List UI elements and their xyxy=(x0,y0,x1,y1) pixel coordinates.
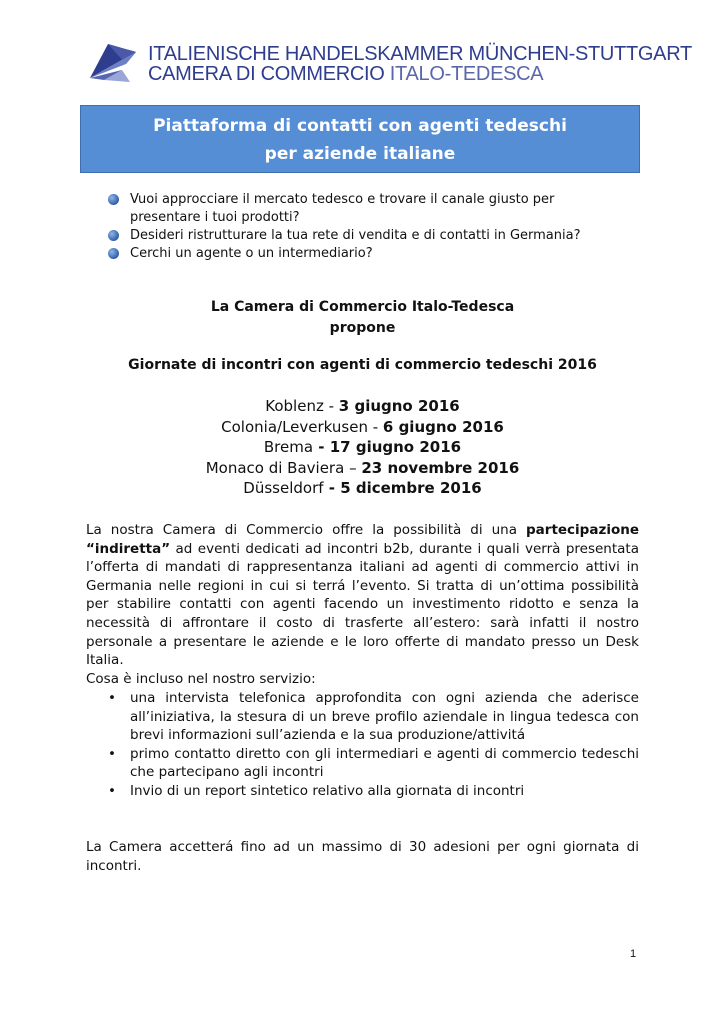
event-sep: - xyxy=(323,479,341,497)
event-row xyxy=(0,417,725,438)
round-bullet-icon xyxy=(108,248,119,259)
question-item xyxy=(108,245,628,263)
description-part2: ad eventi dedicati ad incontri b2b, durante i quali verrà presentata l’offerta di mandati di rappresentanza italiani ad agenti di commercio attivi in Germania nelle regioni in cui si terrá l’evento. Si tratta di un’ottima possibilità per stabilire contatti con agenti facendo un investimento ridotto e senza la necessità di affrontare il costo di trasferte all’estero: sarà infatti il nostro personale a presentare le aziende e le loro offerte di mandato presso un Desk Italia. xyxy=(86,540,639,669)
question-text: Cerchi un agente o un intermediario? xyxy=(130,246,373,261)
included-list xyxy=(108,689,639,801)
triangle-cube-logo-icon xyxy=(86,40,140,86)
title-banner xyxy=(80,105,640,173)
event-date: 23 novembre 2016 xyxy=(361,458,520,477)
description-part1: La nostra Camera di Commercio offre la possibilità di una xyxy=(86,522,527,538)
proposer-line-2: propone xyxy=(329,320,396,336)
title-line-2: per aziende italiane xyxy=(264,144,456,164)
event-date: 5 dicembre 2016 xyxy=(340,479,482,497)
event-row xyxy=(0,478,725,499)
event-date: 6 giugno 2016 xyxy=(382,417,504,436)
event-date: 17 giugno 2016 xyxy=(329,438,462,456)
round-bullet-icon xyxy=(108,194,119,205)
round-bullet-icon xyxy=(108,230,119,241)
event-sep: - xyxy=(367,417,383,436)
event-series-heading: Giornate di incontri con agenti di commercio tedeschi 2016 xyxy=(128,357,597,373)
question-item xyxy=(108,227,628,245)
question-item xyxy=(108,191,628,227)
title-line-1: Piattaforma di contatti con agenti tedeschi xyxy=(153,116,567,136)
event-date: 3 giugno 2016 xyxy=(338,397,460,415)
bullet-icon: • xyxy=(108,782,116,799)
page-number: 1 xyxy=(630,948,637,960)
event-city: Koblenz xyxy=(265,397,324,415)
org-name-it-part1: CAMERA DI COMMERCIO xyxy=(148,63,390,85)
capacity-note: La Camera accetterá fino ad un massimo di 30 adesioni per ogni giornata di incontri. xyxy=(86,839,639,874)
event-city: Colonia/Leverkusen xyxy=(221,417,368,436)
org-name-it xyxy=(148,64,543,84)
event-city: Brema xyxy=(263,438,314,456)
event-sep: – xyxy=(344,458,362,477)
event-row xyxy=(0,396,725,417)
included-item xyxy=(108,745,639,782)
event-city: Düsseldorf xyxy=(243,479,324,497)
org-name-de: ITALIENISCHE HANDELSKAMMER MÜNCHEN-STUTTGART xyxy=(148,43,692,65)
event-row xyxy=(0,437,725,458)
included-item xyxy=(108,782,639,801)
proposer-line-1: La Camera di Commercio Italo-Tedesca xyxy=(210,299,515,315)
bullet-icon: • xyxy=(108,745,116,762)
question-text: Vuoi approcciare il mercato tedesco e trovare il canale giusto per presentare i tuoi prodotti? xyxy=(130,192,555,225)
description-paragraph xyxy=(86,521,639,670)
question-text: Desideri ristrutturare la tua rete di vendita e di contatti in Germania? xyxy=(130,228,581,243)
question-list xyxy=(108,191,628,263)
bullet-icon: • xyxy=(108,690,116,706)
event-city: Monaco di Baviera xyxy=(205,458,345,477)
event-sep: - xyxy=(323,397,339,415)
description-highlight: partecipazione “indiretta” xyxy=(86,522,639,557)
org-name-it-part2: ITALO-TEDESCA xyxy=(389,63,544,85)
included-text: una intervista telefonica approfondita con ogni azienda che aderisce all’iniziativa, la stesura di un breve profilo aziendale in lingua tedesca con brevi informazioni sull’azienda e la sua produzione/attivitá xyxy=(130,690,639,744)
letterhead xyxy=(86,40,692,88)
included-item xyxy=(108,689,639,745)
included-intro: Cosa è incluso nel nostro servizio: xyxy=(86,671,316,687)
event-row xyxy=(0,458,725,479)
event-sep: - xyxy=(313,438,330,456)
event-list xyxy=(0,396,725,499)
included-text: primo contatto diretto con gli intermediari e agenti di commercio tedeschi che partecipano agli incontri xyxy=(130,745,639,781)
proposer-heading xyxy=(0,297,725,339)
included-text: Invio di un report sintetico relativo alla giornata di incontri xyxy=(130,782,525,799)
